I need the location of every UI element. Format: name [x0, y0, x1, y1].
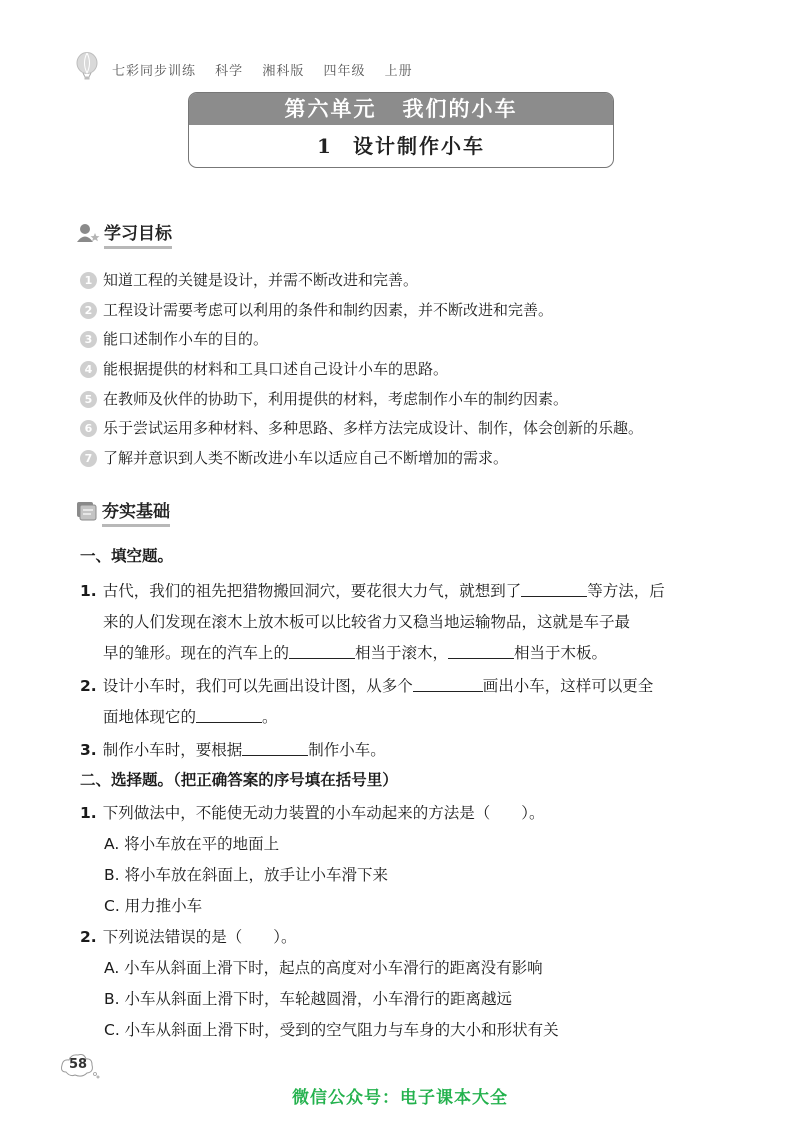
objective-text: 在教师及伙伴的协助下，利用提供的材料，考虑制作小车的制约因素。 [103, 389, 569, 408]
question-number: 1. [80, 804, 97, 822]
question-number: 2. [80, 677, 97, 695]
answer-blank[interactable] [242, 741, 308, 756]
question-number: 1. [80, 582, 97, 600]
objective-text: 乐于尝试运用多种材料、多种思路、多样方法完成设计、制作，体会创新的乐趣。 [103, 419, 644, 438]
answer-blank[interactable] [289, 644, 355, 659]
fill-q1-line3 [103, 641, 607, 663]
answer-blank[interactable] [521, 582, 587, 597]
list-item [80, 444, 740, 474]
objective-text: 了解并意识到人类不断改进小车以适应自己不断增加的需求。 [103, 449, 509, 468]
question-text: 制作小车时，要根据 [102, 741, 243, 759]
question-text: 早的雏形。现在的汽车上的 [103, 644, 290, 662]
objective-text: 能口述制作小车的目的。 [103, 330, 269, 349]
question-text: 。 [262, 708, 278, 726]
list-item [80, 414, 740, 444]
objective-text: 能根据提供的材料和工具口述自己设计小车的思路。 [103, 360, 449, 379]
fill-q2-line2 [103, 705, 278, 727]
list-item [80, 325, 740, 355]
objectives-heading [76, 219, 172, 244]
list-item [80, 296, 740, 326]
objective-text: 知道工程的关键是设计，并需不断改进和完善。 [103, 271, 419, 289]
question-number: 3. [80, 741, 97, 759]
answer-blank[interactable] [448, 644, 514, 659]
choice-q1-option-c: C. 用力推小车 [104, 897, 203, 915]
objective-number: 6 [80, 420, 97, 437]
objective-number: 4 [80, 361, 97, 378]
choice-q2-option-b: B. 小车从斜面上滑下时，车轮越圆滑，小车滑行的距离越远 [104, 990, 512, 1008]
objective-number: 7 [80, 450, 97, 467]
lesson-title-box [188, 92, 614, 168]
fill-section-heading: 一、填空题。 [80, 547, 174, 565]
question-text: 等方法，后 [587, 582, 665, 600]
lesson-title [189, 125, 613, 167]
choice-q1-stem [80, 801, 544, 823]
edition-name: 湘科版 [262, 64, 305, 79]
answer-blank[interactable] [413, 677, 483, 692]
choice-section-heading: 二、选择题。（把正确答案的序号填在括号里） [80, 771, 398, 789]
question-text: 相当于滚木， [355, 644, 449, 662]
question-text: 相当于木板。 [514, 644, 608, 662]
basics-heading-label: 夯实基础 [102, 502, 170, 527]
objective-number: 2 [80, 302, 97, 319]
learner-icon [76, 223, 100, 243]
choice-q2-option-c: C. 小车从斜面上滑下时，受到的空气阻力与车身的大小和形状有关 [104, 1021, 559, 1039]
unit-title-bar [189, 93, 613, 125]
choice-q1-option-b: B. 将小车放在斜面上，放手让小车滑下来 [104, 866, 388, 884]
question-number: 2. [80, 928, 97, 946]
question-text: 下列说法错误的是（ ）。 [102, 928, 297, 946]
question-text: 画出小车，这样可以更全 [482, 677, 654, 695]
question-text: 面地体现它的 [103, 708, 197, 726]
objective-number: 1 [80, 272, 97, 289]
question-text: 设计小车时，我们可以先画出设计图，从多个 [102, 677, 413, 695]
fill-q1-line2: 来的人们发现在滚木上放木板可以比较省力又稳当地运输物品，这就是车子最 [103, 613, 631, 631]
lesson-name: 设计制作小车 [352, 134, 485, 158]
lesson-number: 1 [317, 134, 333, 158]
question-text: 下列做法中，不能使无动力装置的小车动起来的方法是（ ）。 [102, 804, 545, 822]
answer-blank[interactable] [196, 708, 262, 723]
page-number: 58 [68, 1057, 88, 1072]
question-text: 古代，我们的祖先把猎物搬回洞穴，要花很大力气，就想到了 [102, 582, 522, 600]
objective-number: 3 [80, 331, 97, 348]
objective-text: 工程设计需要考虑可以利用的条件和制约因素，并不断改进和完善。 [103, 300, 554, 319]
question-text: 制作小车。 [308, 741, 386, 759]
list-item [80, 355, 740, 385]
grade-name: 四年级 [323, 64, 366, 79]
fill-q3-line [80, 738, 386, 760]
notebook-icon [76, 501, 98, 521]
objectives-list [80, 266, 740, 474]
volume-name: 上册 [384, 64, 413, 79]
unit-name: 我们的小车 [402, 96, 518, 121]
balloon-logo-icon [74, 52, 100, 80]
fill-q2-line1 [80, 674, 653, 696]
basics-heading [76, 497, 170, 522]
list-item [80, 385, 740, 415]
choice-q2-option-a: A. 小车从斜面上滑下时，起点的高度对小车滑行的距离没有影响 [104, 959, 543, 977]
choice-q1-option-a: A. 将小车放在平的地面上 [104, 835, 280, 853]
subject-name: 科学 [215, 64, 244, 79]
objectives-heading-label: 学习目标 [104, 224, 172, 249]
series-name: 七彩同步训练 [112, 64, 197, 79]
list-item [80, 266, 740, 296]
watermark-note: 微信公众号：电子课本大全 [292, 1088, 508, 1108]
book-header [112, 60, 427, 79]
fill-q1-line1 [80, 579, 665, 601]
page-number-badge [60, 1052, 100, 1080]
unit-number: 第六单元 [284, 96, 377, 121]
choice-q2-stem [80, 925, 296, 947]
objective-number: 5 [80, 391, 97, 408]
